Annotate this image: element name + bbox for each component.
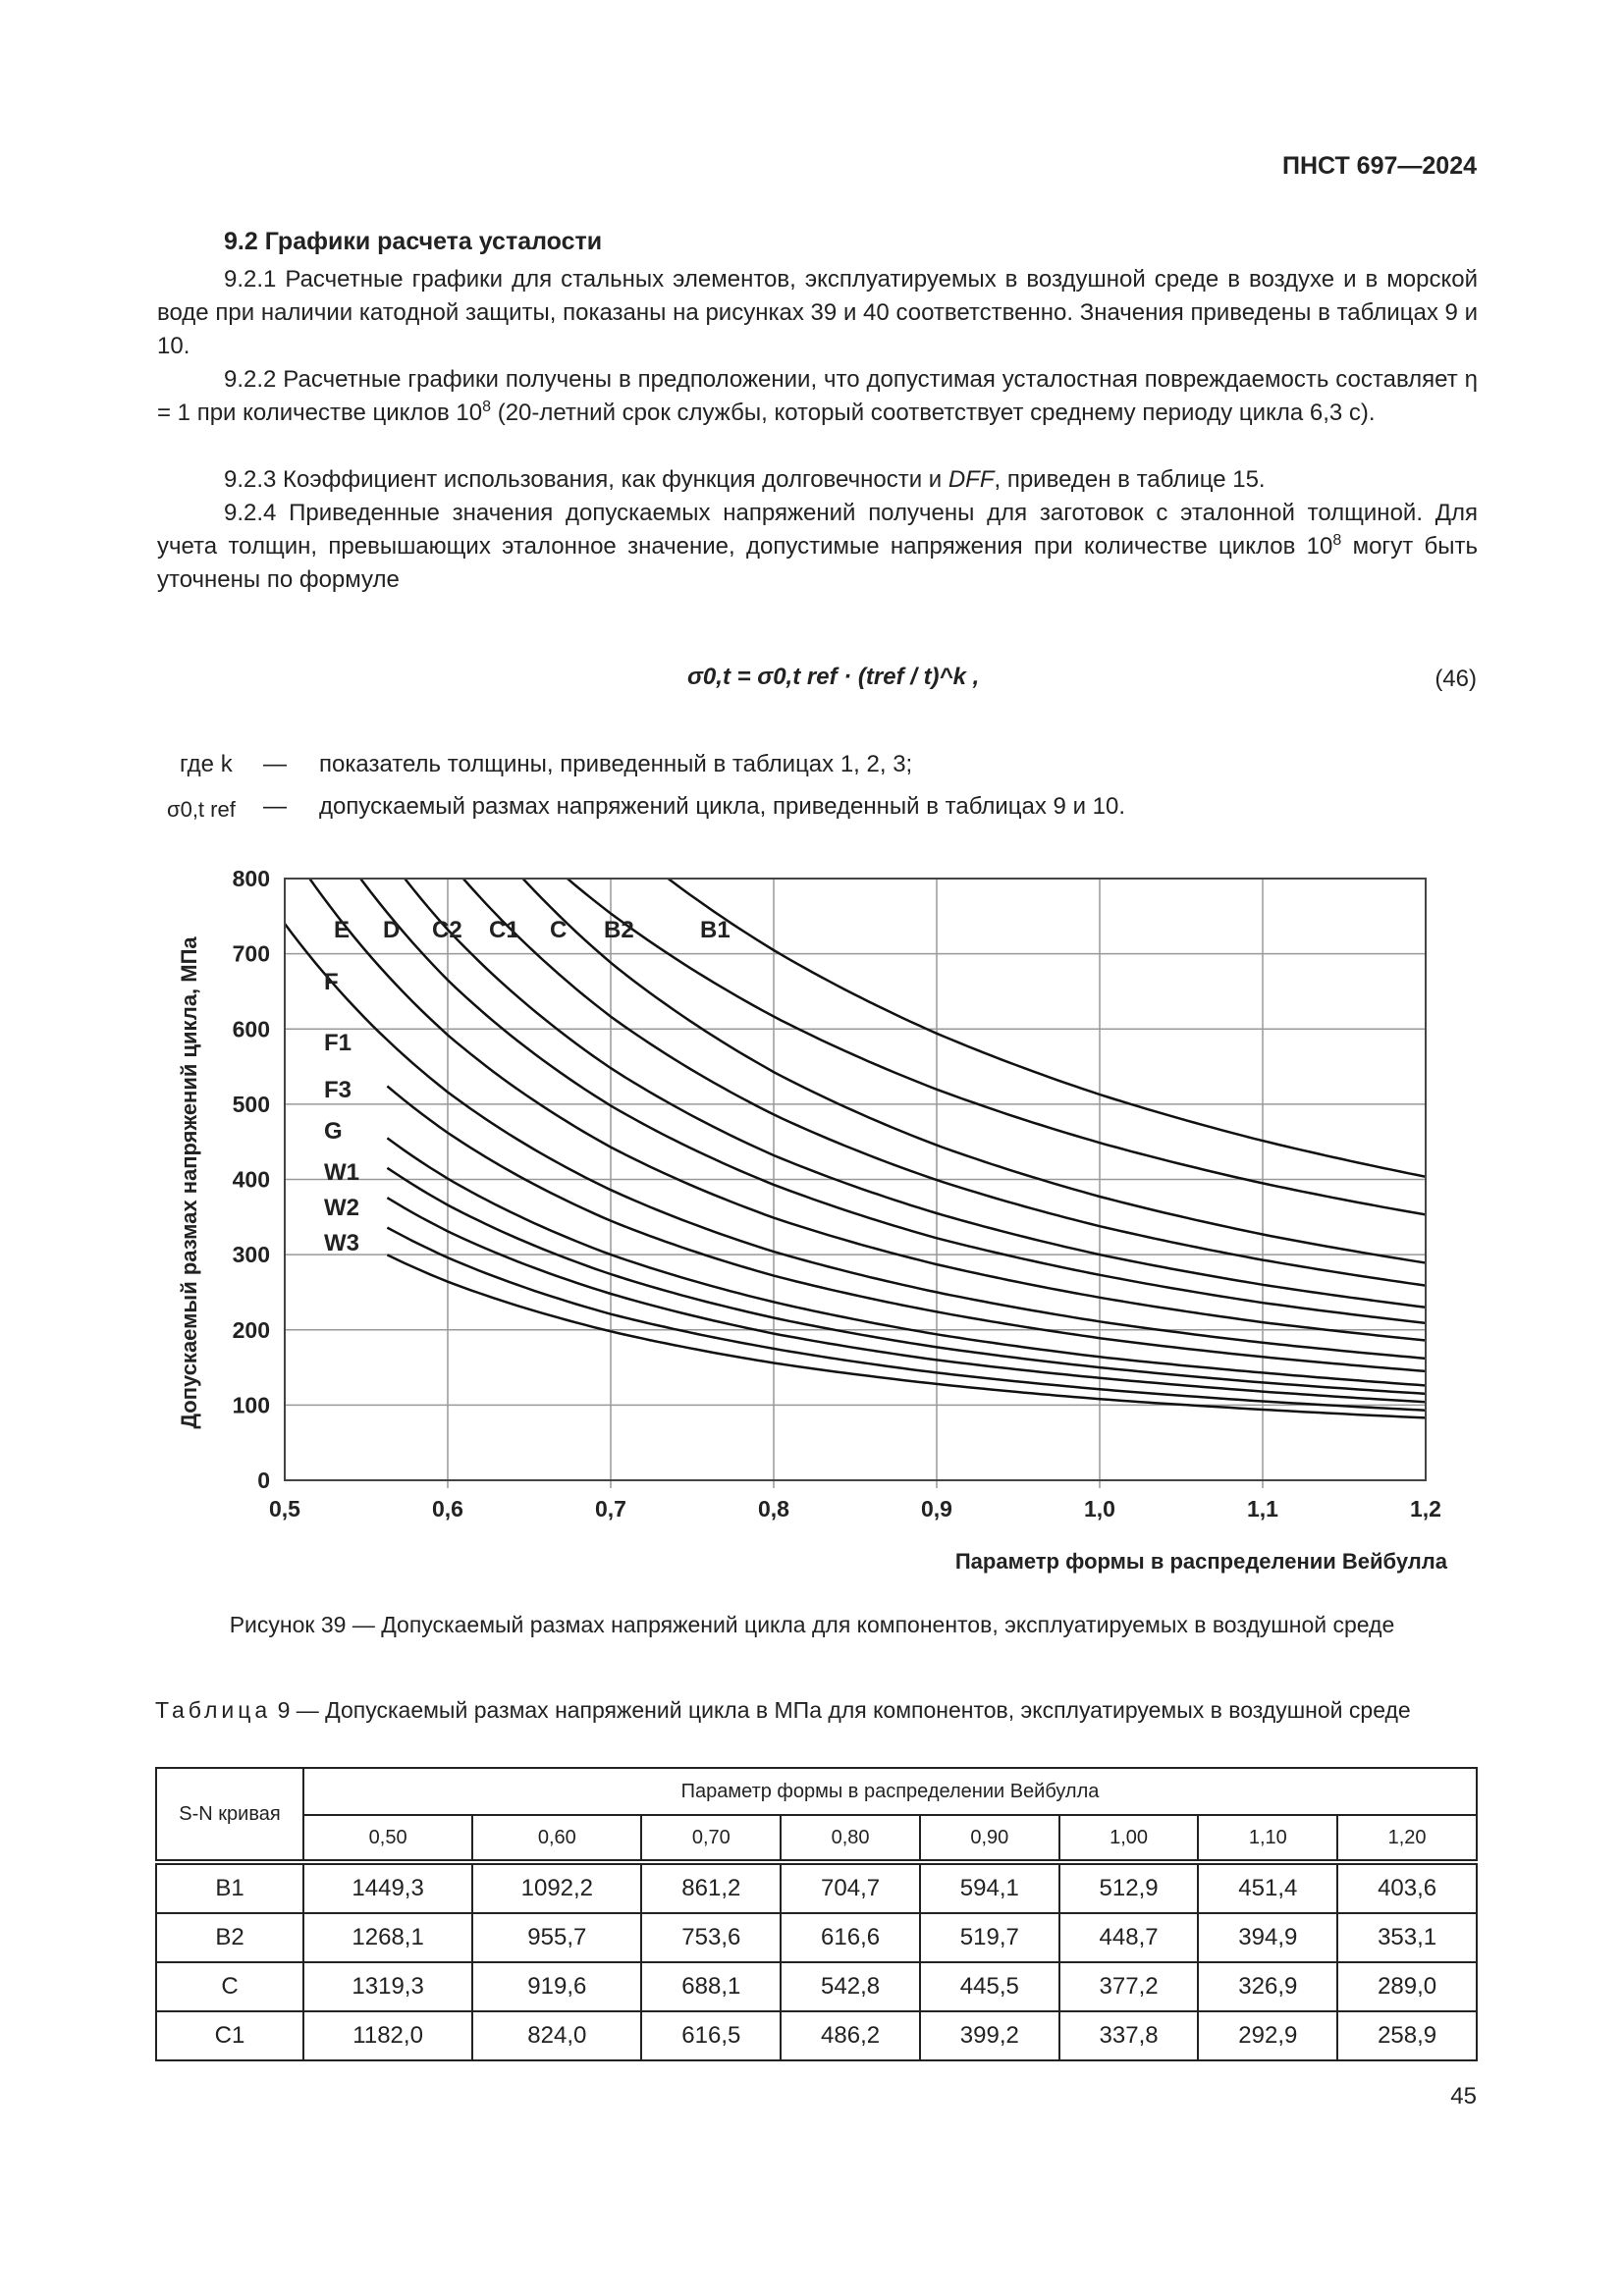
table-cell: 451,4 [1198, 1862, 1337, 1913]
col-header-1: 0,60 [472, 1815, 641, 1862]
formula-46: σ0,t = σ0,t ref · (tref / t)^k , [687, 664, 980, 690]
table-cell: 1449,3 [303, 1862, 472, 1913]
table-label: Таблица [155, 1697, 272, 1723]
table-cell: 594,1 [920, 1862, 1059, 1913]
p4-text: 9.2.4 Приведенные значения допускаемых напряжений получены для заготовок с эталонной толщиной. Для учета толщин, превышающих эталонное значение, допустимые напряжения при количестве циклов 10 [157, 500, 1478, 560]
table-cell: 377,2 [1059, 1962, 1199, 2011]
x-tick-label: 0,9 [921, 1496, 952, 1522]
curve-label-E: E [334, 917, 351, 943]
curve-label-C1: C1 [489, 917, 519, 943]
section-title: 9.2 Графики расчета усталости [224, 228, 603, 255]
table-caption-text: 9 — Допускаемый размах напряжений цикла в МПа для компонентов, эксплуатируемых в воздушной среде [271, 1697, 1411, 1723]
col-header-5: 1,00 [1059, 1815, 1199, 1862]
p2-text: 9.2.2 Расчетные графики получены в предположении, что допустимая усталостная повреждаемость составляет η = 1 при количестве циклов 10 [157, 366, 1478, 426]
p3-text-end: , приведен в таблице 15. [994, 466, 1266, 493]
curve-label-B2: B2 [604, 917, 634, 943]
table-row-curve: C1 [156, 2011, 303, 2060]
col-header-3: 0,80 [781, 1815, 920, 1862]
p3-text: 9.2.3 Коэффициент использования, как функция долговечности и [224, 466, 948, 493]
curve-label-F1: F1 [324, 1030, 352, 1056]
stress-range-table [155, 1767, 1478, 2061]
table-cell: 258,9 [1337, 2011, 1477, 2060]
table-cell: 337,8 [1059, 2011, 1199, 2060]
table-cell: 445,5 [920, 1962, 1059, 2011]
page-number: 45 [1450, 2083, 1477, 2109]
p2-text-end: (20-летний срок службы, который соответствует среднему периоду цикла 6,3 с). [491, 400, 1376, 426]
curve-label-C2: C2 [432, 917, 462, 943]
table-cell: 1182,0 [303, 2011, 472, 2060]
col-group-header: Параметр формы в распределении Вейбулла [303, 1768, 1477, 1815]
y-tick-label: 200 [232, 1316, 270, 1343]
table-row [156, 1962, 1477, 2011]
curve-G [387, 1168, 1426, 1394]
where-dash: — [263, 751, 287, 777]
curve-W3 [387, 1255, 1426, 1417]
x-tick-label: 0,7 [595, 1496, 626, 1522]
p3-dff: DFF [947, 466, 995, 493]
curve-label-W3: W3 [324, 1230, 359, 1256]
table-cell: 399,2 [920, 2011, 1059, 2060]
table-cell: 616,6 [781, 1913, 920, 1962]
figure-caption: Рисунок 39 — Допускаемый размах напряжений цикла для компонентов, эксплуатируемых в воздушной среде [229, 1612, 1395, 1637]
x-tick-label: 1,1 [1247, 1496, 1278, 1522]
curve-label-B1: B1 [700, 917, 731, 943]
curve-B1 [285, 391, 1426, 1177]
where-dash: — [263, 793, 287, 820]
y-tick-label: 0 [257, 1468, 270, 1493]
table-cell: 394,9 [1198, 1913, 1337, 1962]
table-cell: 289,0 [1337, 1962, 1477, 2011]
table-cell: 1319,3 [303, 1962, 472, 2011]
table-cell: 403,6 [1337, 1862, 1477, 1913]
where-text-k: показатель толщины, приведенный в таблицах 1, 2, 3; [319, 751, 913, 777]
y-axis-title: Допускаемый размах напряжений цикла, МПа [177, 936, 201, 1429]
table-cell: 861,2 [641, 1862, 781, 1913]
col-header-6: 1,10 [1198, 1815, 1337, 1862]
x-tick-label: 0,6 [432, 1496, 463, 1522]
p4-exponent: 8 [1332, 532, 1342, 549]
x-axis-title: Параметр формы в распределении Вейбулла [954, 1549, 1447, 1574]
where-symbol-k: где k [180, 751, 233, 777]
col-header-2: 0,70 [641, 1815, 781, 1862]
table-cell: 955,7 [472, 1913, 641, 1962]
curve-label-D: D [383, 917, 401, 943]
where-symbol-sigma: σ0,t ref [167, 797, 236, 822]
y-tick-label: 600 [232, 1016, 270, 1042]
table-row [156, 1913, 1477, 1962]
table-cell: 448,7 [1059, 1913, 1199, 1962]
p4-text-end: могут быть уточнены по формуле [157, 533, 1478, 593]
curve-C [285, 488, 1426, 1262]
x-tick-label: 0,8 [758, 1496, 789, 1522]
table-cell: 519,7 [920, 1913, 1059, 1962]
table-cell: 486,2 [781, 2011, 920, 2060]
x-tick-label: 1,0 [1084, 1496, 1115, 1522]
table-row [156, 2011, 1477, 2060]
p2-exponent: 8 [482, 399, 492, 415]
equation-number: (46) [1435, 666, 1477, 692]
col-header-7: 1,20 [1337, 1815, 1477, 1862]
y-tick-label: 800 [232, 866, 270, 891]
y-tick-label: 100 [232, 1392, 270, 1418]
col-header-0: 0,50 [303, 1815, 472, 1862]
y-tick-label: 700 [232, 940, 270, 967]
table-cell: 753,6 [641, 1913, 781, 1962]
x-tick-label: 0,5 [269, 1496, 300, 1522]
table-cell: 1092,2 [472, 1862, 641, 1913]
document-code: ПНСТ 697—2024 [1282, 152, 1477, 180]
table-row [156, 1862, 1477, 1913]
table-cell: 1268,1 [303, 1913, 472, 1962]
table-cell: 326,9 [1198, 1962, 1337, 2011]
table-cell: 353,1 [1337, 1913, 1477, 1962]
y-tick-label: 500 [232, 1091, 270, 1117]
curve-label-F: F [324, 969, 339, 995]
col-header-4: 0,90 [920, 1815, 1059, 1862]
table-cell: 824,0 [472, 2011, 641, 2060]
curve-C2 [285, 690, 1426, 1307]
curve-label-C: C [550, 917, 568, 943]
curve-label-G: G [324, 1118, 343, 1145]
curve-label-W2: W2 [324, 1195, 359, 1221]
curve-label-W1: W1 [324, 1159, 359, 1186]
y-tick-label: 400 [232, 1166, 270, 1193]
table-cell: 512,9 [1059, 1862, 1199, 1913]
table-cell: 616,5 [641, 2011, 781, 2060]
col-header-sn-curve: S-N кривая [156, 1768, 303, 1862]
table-cell: 919,6 [472, 1962, 641, 2011]
table-cell: 688,1 [641, 1962, 781, 2011]
table-caption [155, 1695, 1478, 1725]
curve-label-F3: F3 [324, 1077, 352, 1103]
table-cell: 292,9 [1198, 2011, 1337, 2060]
y-tick-label: 300 [232, 1242, 270, 1268]
paragraph-9-2-1: 9.2.1 Расчетные графики для стальных элементов, эксплуатируемых в воздушной среде в воздухе и в морской воде при наличии катодной защиты, показаны на рисунках 39 и 40 соответственно. Значения приведены в таблицах 9 и 10. [157, 266, 1478, 359]
table-row-curve: C [156, 1962, 303, 2011]
table-cell: 704,7 [781, 1862, 920, 1913]
where-text-sigma: допускаемый размах напряжений цикла, приведенный в таблицах 9 и 10. [319, 793, 1126, 820]
x-tick-label: 1,2 [1410, 1496, 1441, 1522]
table-row-curve: B1 [156, 1862, 303, 1913]
table-cell: 542,8 [781, 1962, 920, 2011]
table-row-curve: B2 [156, 1913, 303, 1962]
